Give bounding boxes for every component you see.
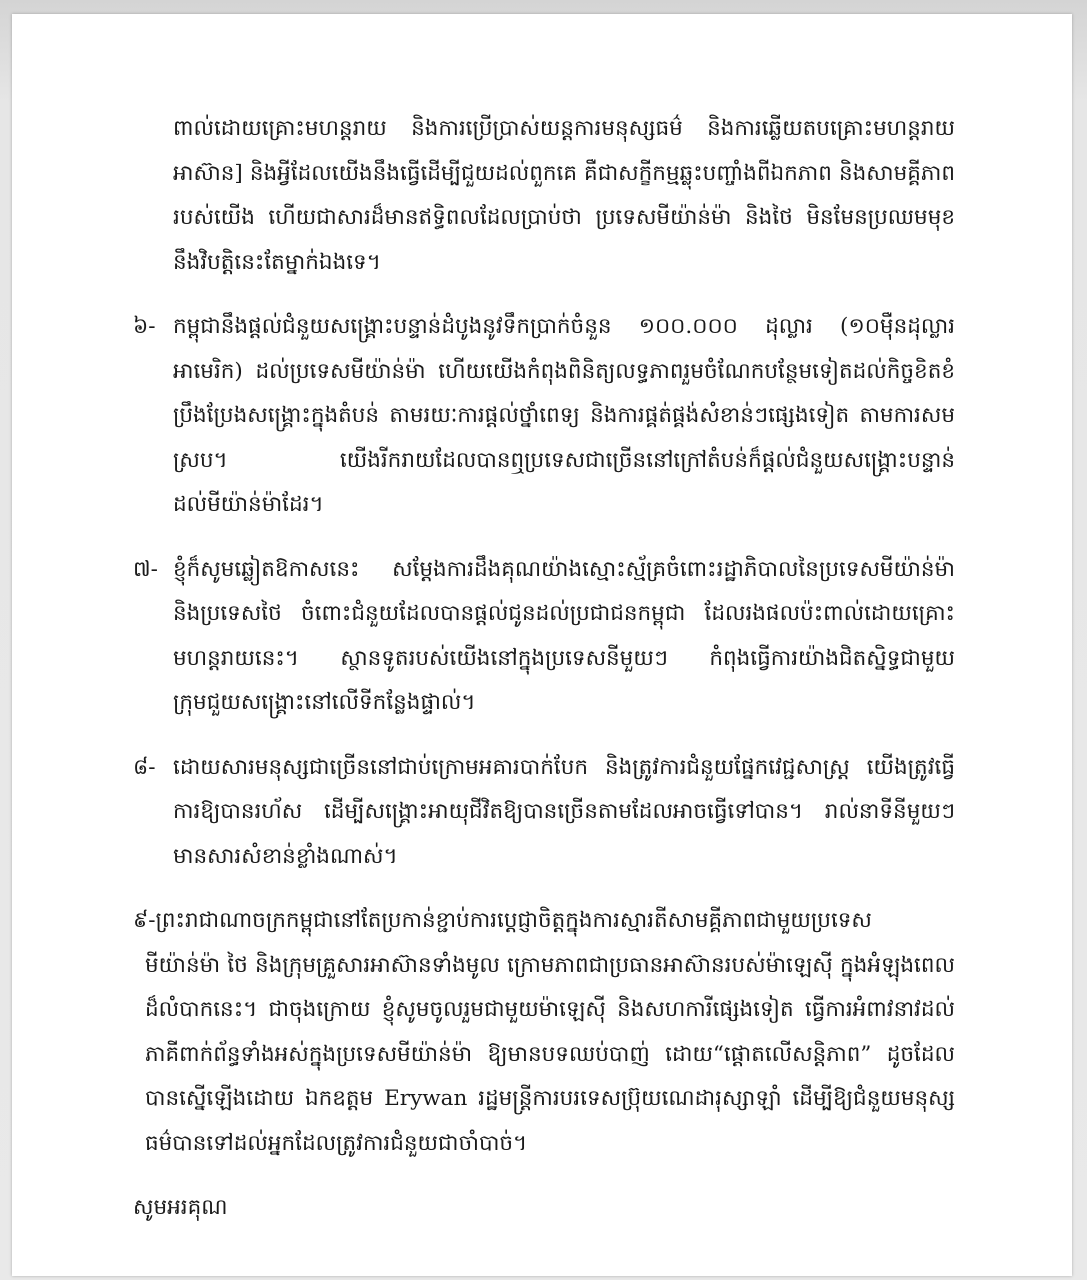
list-item-7	[125, 548, 955, 726]
list-item-9	[125, 899, 955, 1166]
intro-continuation-paragraph: ពាល់ដោយគ្រោះមហន្តរាយ និងការប្រើប្រាស់យន្តការមនុស្សធម៌ និងការឆ្លើយតបគ្រោះមហន្តរាយអាស៊ាន] និងអ្វីដែលយើងនឹងធ្វើដើម្បីជួយដល់ពួកគេ គឺជាសក្ខីកម្មឆ្លុះបញ្ចាំងពីឯកភាព និងសាមគ្គីភាពរបស់យើង ហើយជាសារដ៏មានឥទ្ធិពលដែលប្រាប់ថា ប្រទេសមីយ៉ាន់ម៉ា និងថៃ មិនមែនប្រឈមមុខនឹងវិបត្តិនេះតែម្នាក់ឯងទេ។	[173, 116, 955, 275]
item-text: ដោយសារមនុស្សជាច្រើននៅជាប់ក្រោមអគារបាក់បែក និងត្រូវការជំនួយផ្នែកវេជ្ជសាស្ត្រ យើងត្រូវធ្វើការឱ្យបានរហ័ស ដើម្បីសង្គ្រោះអាយុជីវិតឱ្យបានច្រើនតាមដែលអាចធ្វើទៅបាន។ រាល់នាទីនីមួយៗមានសារសំខាន់ខ្លាំងណាស់។	[173, 754, 955, 869]
item-text: កម្ពុជានឹងផ្ដល់ជំនួយសង្គ្រោះបន្ទាន់ដំបូងនូវទឹកប្រាក់ចំនួន ១០០.០០០ ដុល្លារ (១០ម៉ឺនដុល្លារអាមេរិក) ដល់ប្រទេសមីយ៉ាន់ម៉ា ហើយយើងកំពុងពិនិត្យលទ្ធភាពរួមចំណែកបន្ថែមទៀតដល់កិច្ចខិតខំប្រឹងប្រែងសង្គ្រោះក្នុងតំបន់ តាមរយៈការផ្ដល់ថ្នាំពេទ្យ និងការផ្គត់ផ្គង់សំខាន់ៗផ្សេងទៀត តាមការសមស្រប។ យើងរីករាយដែលបានឮប្រទេសជាច្រើននៅក្រៅតំបន់ក៏ផ្ដល់ជំនួយសង្គ្រោះបន្ទាន់ដល់មីយ៉ាន់ម៉ាដែរ។	[173, 314, 955, 517]
item-number: ៩-	[133, 908, 156, 933]
item-text: ខ្ញុំក៏សូមឆ្លៀតឱកាសនេះ សម្ដែងការដឹងគុណយ៉ាងស្មោះស្ម័គ្រចំពោះរដ្ឋាភិបាលនៃប្រទេសមីយ៉ាន់ម៉ា និងប្រទេសថៃ ចំពោះជំនួយដែលបានផ្ដល់ជូនដល់ប្រជាជនកម្ពុជា ដែលរងផលប៉ះពាល់ដោយគ្រោះមហន្តរាយនេះ។ ស្ថានទូតរបស់យើងនៅក្នុងប្រទេសនីមួយៗ កំពុងធ្វើការយ៉ាងជិតស្និទ្ធជាមួយក្រុមជួយសង្គ្រោះនៅលើទីកន្លែងផ្ទាល់។	[173, 556, 955, 715]
list-item-8	[125, 746, 955, 880]
item-number: ៨-	[133, 754, 156, 780]
document-body	[125, 107, 955, 1231]
item-text: មីយ៉ាន់ម៉ា ថៃ និងក្រុមគ្រួសារអាស៊ានទាំងមូល ក្រោមភាពជាប្រធានអាស៊ានរបស់ម៉ាឡេស៊ី ក្នុងអំឡុងពេលដ៏លំបាកនេះ។ ជាចុងក្រោយ ខ្ញុំសូមចូលរួមជាមួយម៉ាឡេស៊ី និងសហការីផ្សេងទៀត ធ្វើការអំពាវនាវដល់ភាគីពាក់ព័ន្ធទាំងអស់ក្នុងប្រទេសមីយ៉ាន់ម៉ា ឱ្យមានបទឈប់បាញ់ ដោយ“ផ្ដោតលើសន្តិភាព” ដូចដែលបានស្នើឡើងដោយ ឯកឧត្ដម Erywan រដ្ឋមន្ត្រីការបរទេសប្រ៊ុយណេដារុស្សាឡាំ ដើម្បីឱ្យជំនួយមនុស្សធម៌បានទៅដល់អ្នកដែលត្រូវការជំនួយជាចាំបាច់។	[145, 952, 955, 1156]
item-number: ៦-	[133, 314, 156, 339]
item-number: ៧-	[133, 556, 158, 582]
item-first-line: ព្រះរាជាណាចក្រកម្ពុជានៅតែប្រកាន់ខ្ជាប់ការប្ដេជ្ញាចិត្តក្នុងការស្មារតីសាមគ្គីភាពជាមួយប្រទេស	[155, 908, 872, 933]
list-item-6	[125, 305, 955, 528]
closing-text: សូមអរគុណ	[133, 1195, 228, 1220]
